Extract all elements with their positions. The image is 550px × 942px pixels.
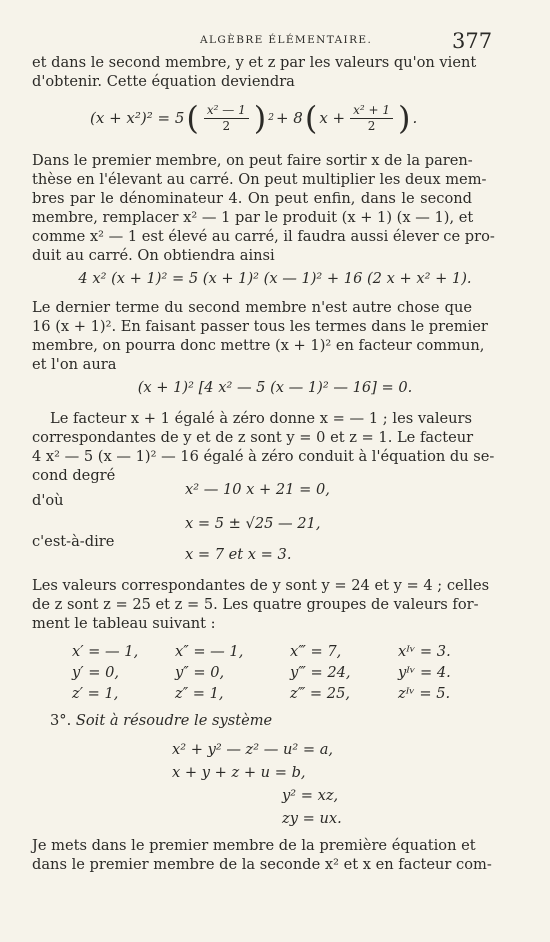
- text-line: bres par le dénominateur 4. On peut enfin, dans le second: [32, 190, 472, 207]
- table-cell: y′ = 0,: [72, 664, 119, 681]
- equation: x = 5 ± √25 — 21,: [185, 515, 321, 532]
- running-head: ALGÈBRE ÉLÉMENTAIRE.: [200, 34, 373, 46]
- equation: (x + 1)² [4 x² — 5 (x — 1)² — 16] = 0.: [137, 379, 413, 396]
- text-line: membre, remplacer x² — 1 par le produit (x + 1) (x — 1), et: [32, 209, 474, 226]
- table-cell: z″ = 1,: [175, 685, 224, 702]
- section-heading: [50, 711, 272, 731]
- fraction: [350, 103, 393, 134]
- text-line: correspondantes de y et de z sont y = 0 et z = 1. Le facteur: [32, 429, 474, 446]
- table-cell: zᴵᵛ = 5.: [398, 685, 451, 702]
- text-line: duit au carré. On obtiendra ainsi: [32, 247, 275, 264]
- left-paren: (: [304, 99, 318, 137]
- text-label: c'est-à-dire: [32, 533, 115, 550]
- text-label: d'où: [32, 492, 64, 509]
- table-cell: xᴵᵛ = 3.: [398, 643, 451, 660]
- system-equation: x + y + z + u = b,: [172, 764, 306, 781]
- text-line: membre, on pourra donc mettre (x + 1)² en facteur commun,: [32, 337, 485, 354]
- text-line: Le dernier terme du second membre n'est autre chose que: [32, 299, 472, 316]
- table-cell: x″ = — 1,: [175, 643, 244, 660]
- right-paren: ): [398, 99, 411, 137]
- table-cell: yᴵᵛ = 4.: [398, 664, 451, 681]
- table-cell: z‴ = 25,: [290, 685, 350, 702]
- table-cell: x′ = — 1,: [72, 643, 139, 660]
- table-cell: y″ = 0,: [175, 664, 225, 681]
- text-line: Les valeurs correspondantes de y sont y = 24 et y = 4 ; celles: [32, 577, 490, 594]
- table-cell: x‴ = 7,: [290, 643, 342, 660]
- page-number: 377: [452, 29, 493, 53]
- text-line: thèse en l'élevant au carré. On peut multiplier les deux mem-: [32, 171, 487, 188]
- equation-lhs: (x + x²)² = 5: [90, 109, 185, 127]
- equation-end: .: [412, 109, 418, 127]
- fraction-denominator: 2: [222, 118, 231, 133]
- text-line: Je mets dans le premier membre de la première équation et: [32, 837, 476, 854]
- fraction: [204, 103, 249, 134]
- text-line: Dans le premier membre, on peut faire sortir x de la paren-: [32, 152, 473, 169]
- section-title: Soit à résoudre le système: [75, 712, 273, 729]
- fraction-numerator: x² — 1: [204, 103, 249, 119]
- text-line: comme x² — 1 est élevé au carré, il faudra aussi élever ce pro-: [32, 228, 495, 245]
- text-line: cond degré: [32, 467, 116, 484]
- text-line: ment le tableau suivant :: [32, 615, 216, 632]
- text-line: et l'on aura: [32, 356, 117, 373]
- equation: x = 7 et x = 3.: [185, 546, 292, 563]
- text-line: dans le premier membre de la seconde x² et x en facteur com-: [32, 856, 492, 873]
- system-equation: y² = xz,: [282, 787, 339, 804]
- text-line: et dans le second membre, y et z par les valeurs qu'on vient: [32, 54, 477, 71]
- table-cell: y‴ = 24,: [290, 664, 351, 681]
- table-cell: z′ = 1,: [72, 685, 119, 702]
- fraction-numerator: x² + 1: [350, 103, 393, 119]
- exponent: 2: [268, 113, 274, 123]
- equation-inner: x +: [319, 109, 346, 127]
- text-line: de z sont z = 25 et z = 5. Les quatre groupes de valeurs for-: [32, 596, 479, 613]
- equation: 4 x² (x + 1)² = 5 (x + 1)² (x — 1)² + 16 (2 x + x² + 1).: [78, 270, 472, 287]
- text-line: d'obtenir. Cette équation deviendra: [32, 73, 295, 90]
- equation-fractions: [90, 99, 418, 137]
- right-paren: ): [253, 99, 267, 137]
- section-number: 3°.: [50, 712, 72, 729]
- equation-middle: + 8: [275, 109, 303, 127]
- system-equation: x² + y² — z² — u² = a,: [172, 741, 334, 758]
- equation: x² — 10 x + 21 = 0,: [185, 481, 330, 498]
- text-line: 16 (x + 1)². En faisant passer tous les termes dans le premier: [32, 318, 488, 335]
- left-paren: (: [186, 99, 199, 137]
- text-line: Le facteur x + 1 égalé à zéro donne x = — 1 ; les valeurs: [50, 410, 472, 427]
- system-equation: zy = ux.: [282, 810, 342, 827]
- text-line: 4 x² — 5 (x — 1)² — 16 égalé à zéro conduit à l'équation du se-: [32, 448, 495, 465]
- fraction-denominator: 2: [367, 118, 376, 133]
